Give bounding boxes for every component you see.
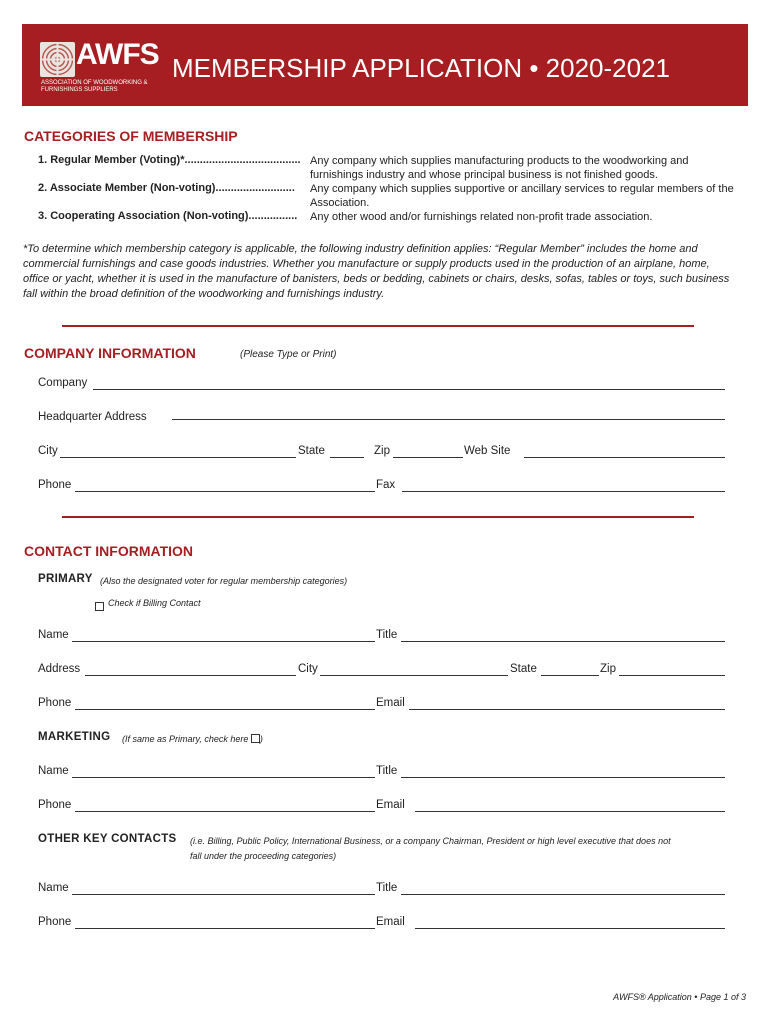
other-contacts-hint-2: fall under the proceeding categories): [190, 851, 337, 861]
primary-zip-field[interactable]: [619, 675, 725, 676]
other-phone-field[interactable]: [75, 928, 375, 929]
marketing-phone-label: Phone: [38, 799, 72, 811]
phone-label: Phone: [38, 479, 72, 491]
marketing-name-field[interactable]: [72, 777, 375, 778]
city-field[interactable]: [60, 457, 296, 458]
primary-label: PRIMARY: [38, 573, 93, 585]
state-field[interactable]: [330, 457, 364, 458]
zip-label: Zip: [374, 445, 390, 457]
primary-state-label: State: [510, 663, 537, 675]
primary-name-field[interactable]: [72, 641, 375, 642]
marketing-same-checkbox[interactable]: [251, 734, 260, 743]
primary-state-field[interactable]: [541, 675, 599, 676]
category-3-label: 3. Cooperating Association (Non-voting)................: [38, 210, 298, 222]
marketing-hint: (If same as Primary, check here ): [122, 734, 263, 744]
marketing-name-label: Name: [38, 765, 69, 777]
fax-label: Fax: [376, 479, 396, 491]
primary-phone-label: Phone: [38, 697, 72, 709]
other-contacts-label: OTHER KEY CONTACTS: [38, 833, 177, 845]
zip-field[interactable]: [393, 457, 463, 458]
primary-city-label: City: [298, 663, 318, 675]
billing-checkbox-label: Check if Billing Contact: [108, 598, 201, 608]
website-label: Web Site: [464, 445, 511, 457]
billing-checkbox[interactable]: [95, 597, 104, 615]
other-title-label: Title: [376, 882, 398, 894]
primary-address-field[interactable]: [85, 675, 296, 676]
primary-title-field[interactable]: [401, 641, 725, 642]
primary-city-field[interactable]: [320, 675, 508, 676]
primary-email-label: Email: [376, 697, 405, 709]
marketing-phone-field[interactable]: [75, 811, 375, 812]
primary-phone-field[interactable]: [75, 709, 375, 710]
primary-title-label: Title: [376, 629, 398, 641]
category-3-description: Any other wood and/or furnishings related non-profit trade association.: [310, 211, 653, 223]
other-phone-label: Phone: [38, 916, 72, 928]
marketing-email-field[interactable]: [415, 811, 725, 812]
primary-name-label: Name: [38, 629, 69, 641]
marketing-title-label: Title: [376, 765, 398, 777]
category-2-label: 2. Associate Member (Non-voting)..........................: [38, 182, 295, 194]
primary-zip-label: Zip: [600, 663, 616, 675]
primary-address-label: Address: [38, 663, 81, 675]
company-field[interactable]: [93, 389, 725, 390]
divider: [62, 516, 694, 518]
marketing-label: MARKETING: [38, 731, 111, 743]
other-title-field[interactable]: [401, 894, 725, 895]
primary-email-field[interactable]: [409, 709, 725, 710]
primary-hint: (Also the designated voter for regular membership categories): [100, 576, 348, 586]
category-2-description: Any company which supplies supportive or ancillary services to regular members of the Association.: [310, 183, 734, 209]
company-heading: COMPANY INFORMATION: [24, 345, 196, 361]
marketing-title-field[interactable]: [401, 777, 725, 778]
company-hint: (Please Type or Print): [240, 349, 337, 360]
fax-field[interactable]: [402, 491, 725, 492]
marketing-email-label: Email: [376, 799, 405, 811]
category-1-description: Any company which supplies manufacturing products to the woodworking and furnishings industry and whose principal business is not finished goods.: [310, 155, 689, 181]
awfs-logo-icon: [40, 42, 75, 77]
other-name-label: Name: [38, 882, 69, 894]
category-1-label: 1. Regular Member (Voting)*......................................: [38, 154, 301, 166]
city-label: City: [38, 445, 58, 457]
divider: [62, 325, 694, 327]
company-label: Company: [38, 377, 88, 389]
logo-text: AWFS: [76, 38, 159, 71]
other-name-field[interactable]: [72, 894, 375, 895]
page-footer: AWFS® Application • Page 1 of 3: [613, 992, 746, 1002]
other-email-field[interactable]: [415, 928, 725, 929]
page-title: MEMBERSHIP APPLICATION • 2020-2021: [172, 53, 671, 83]
state-label: State: [298, 445, 325, 457]
hq-address-label: Headquarter Address: [38, 411, 147, 423]
website-field[interactable]: [524, 457, 725, 458]
other-contacts-hint-1: (i.e. Billing, Public Policy, International Business, or a company Chairman, President or high level executive that does not: [190, 836, 671, 846]
contact-heading: CONTACT INFORMATION: [24, 543, 194, 559]
hq-address-field[interactable]: [172, 419, 725, 420]
logo-subtitle: ASSOCIATION OF WOODWORKING & FURNISHINGS SUPPLIERS: [41, 80, 148, 93]
other-email-label: Email: [376, 916, 405, 928]
categories-heading: CATEGORIES OF MEMBERSHIP: [24, 128, 238, 144]
category-note: *To determine which membership category is applicable, the following industry definition applies: “Regular Member” includes the home and commercial furnishings and case goods industries. Whether you manufacture or supply products used in the production of an airplane, home, office or yacht, whether it is used in the manufacture of banisters, beds or bedding, cabinets or chairs, desks, sofas, tables or toys, such business fall within the broad definition of the woodworking and furnishings industry.: [23, 243, 730, 300]
phone-field[interactable]: [75, 491, 375, 492]
